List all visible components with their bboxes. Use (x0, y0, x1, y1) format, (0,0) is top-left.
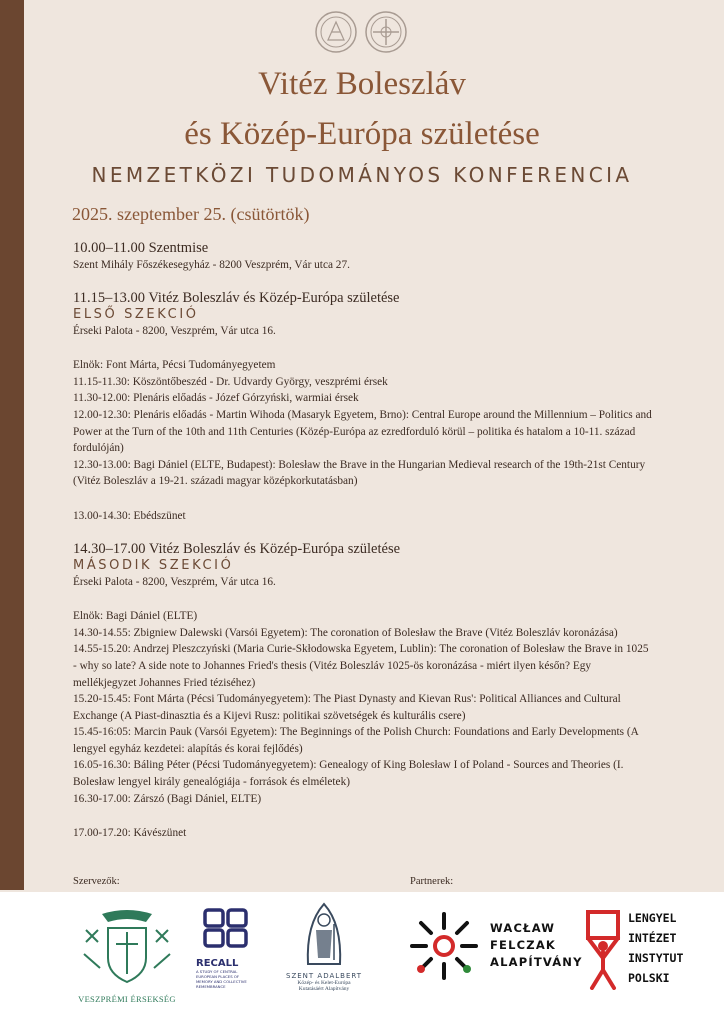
felczak-line1: WACŁAW (490, 921, 556, 935)
adalbert-logo (276, 900, 372, 1018)
program-item: 16.30-17.00: Zárszó (Bagi Dániel, ELTE) (73, 792, 262, 805)
organizers-label: Szervezők: (73, 876, 120, 887)
recall-mark-icon (196, 906, 258, 950)
program-item: 11.15-11.30: Köszöntőbeszéd - Dr. Udvardy György, veszprémi érsek (73, 375, 388, 388)
program-item: 14.30-14.55: Zbigniew Dalewski (Varsói Egyetem): The coronation of Bolesław the Brave (Vitéz Boleszláv koronázása) (73, 626, 618, 639)
adalbert-name: SZENT ADALBERT (286, 972, 362, 980)
mass-location: Szent Mihály Főszékesegyház - 8200 Veszprém, Vár utca 27. (73, 259, 350, 271)
program-item: 12.00-12.30: Plenáris előadás - Martin Wihoda (Masaryk Egyetem, Brno): Central Europe around the Millennium – Politics and Power at the Turn of the 10th and 11th Centuries (Közép-Európa az ezredforduló körül – politika és hatalom a 10-11. század fordulóján) (73, 408, 652, 455)
section2-label: MÁSODIK SZEKCIÓ (73, 557, 234, 573)
coffee-break: 17.00-17.20: Kávészünet (73, 827, 187, 840)
recall-subtitle: A STUDY OF CENTRAL EUROPEAN PLACES OF MEMORY AND COLLECTIVE REMEMBRANCE (196, 969, 247, 989)
lengyel-line1: LENGYEL (628, 911, 677, 925)
program-item: 11.30-12.00: Plenáris előadás - Józef Górzyński, warmiai érsek (73, 392, 359, 405)
conference-subtitle: NEMZETKÖZI TUDOMÁNYOS KONFERENCIA (91, 163, 633, 187)
lunch-break: 13.00-14.30: Ebédszünet (73, 509, 186, 522)
partners-label: Partnerek: (410, 876, 454, 887)
section2-location: Érseki Palota - 8200, Veszprém, Vár utca 16. (73, 575, 276, 588)
felczak-line3: ALAPÍTVÁNY (490, 955, 583, 969)
veszprem-name: VESZPRÉMI ÉRSEKSÉG (78, 994, 176, 1004)
section1-heading: 11.15–13.00 Vitéz Boleszláv és Közép-Európa születése (73, 289, 400, 306)
lengyel-line2: INTÉZET (628, 931, 677, 945)
adalbert-sub1: Közép- és Kelet-Európa (297, 980, 351, 986)
adalbert-sub2: Kutatásáért Alapítvány (298, 986, 350, 992)
program-item: Elnök: Bagi Dániel (ELTE) (73, 610, 198, 623)
program-item: Elnök: Font Márta, Pécsi Tudományegyetem (73, 359, 276, 372)
polish-institute-figure-icon (582, 906, 624, 990)
program-item: 12.30-13.00: Bagi Dániel (ELTE, Budapest): Bolesław the Brave in the Hungarian Medieval research of the 19th-21st Century (Vitéz Boleszláv a 19-21. századi magyar középkorkutatásban) (73, 458, 646, 488)
conference-date: 2025. szeptember 25. (csütörtök) (72, 204, 310, 224)
archdiocese-crest-icon (72, 908, 182, 988)
page-title-line2: és Közép-Európa születése (184, 116, 540, 152)
section1-location: Érseki Palota - 8200, Veszprém, Vár utca 16. (73, 324, 276, 337)
program-item: 15.45-16:05: Marcin Pauk (Varsói Egyetem): The Beginnings of the Polish Church: Foundations and Early Developments (A lengyel egyház kezdetei: alapítás és korai fejlődés) (73, 726, 639, 755)
saint-adalbert-figure-icon (304, 900, 344, 968)
section1-label: ELSŐ SZEKCIÓ (73, 306, 199, 322)
lengyel-line4: POLSKI (628, 971, 670, 985)
veszprem-logo (72, 908, 182, 1008)
recall-logo (196, 906, 258, 1010)
felczak-star-icon (408, 910, 480, 982)
lengyel-line3: INSTYTUT (628, 951, 684, 965)
logo-band (0, 892, 724, 1024)
program-item: 14.55-15.20: Andrzej Pleszczyński (Maria Curie-Skłodowska Egyetem, Lublin): The coronation of Bolesław the Brave in 1025 - why so late? A side note to Johannes Fried's thesis (Vitéz Boleszláv 1025-ös koronázása - miért ilyen későn? Egy mellékjegyzet Johannes Fried téziséhez) (73, 643, 649, 689)
lengyel-intezet-logo (582, 906, 702, 1006)
mass-heading: 10.00–11.00 Szentmise (73, 240, 209, 256)
program-item: 15.20-15.45: Font Márta (Pécsi Tudományegyetem): The Piast Dynasty and Kievan Rus': Political Alliances and Cultural Exchange (A Piast-dinasztia és a Kijevi Rusz: politikai szövetségek és kulturális csere) (73, 693, 621, 722)
felczak-logo (408, 910, 583, 990)
felczak-line2: FELCZAK (490, 938, 557, 952)
program-content (73, 240, 653, 842)
seals-icon (312, 10, 412, 54)
section2-heading: 14.30–17.00 Vitéz Boleszláv és Közép-Európa születése (73, 540, 401, 557)
program-item: 16.05-16.30: Báling Péter (Pécsi Tudományegyetem): Genealogy of King Bolesław I of Poland - Sources and Theories (I. Bolesław lengyel király genealógiája - források és elméletek) (73, 759, 624, 789)
page-title-line1: Vitéz Boleszláv (258, 66, 466, 102)
recall-title: RECALL (196, 958, 239, 969)
